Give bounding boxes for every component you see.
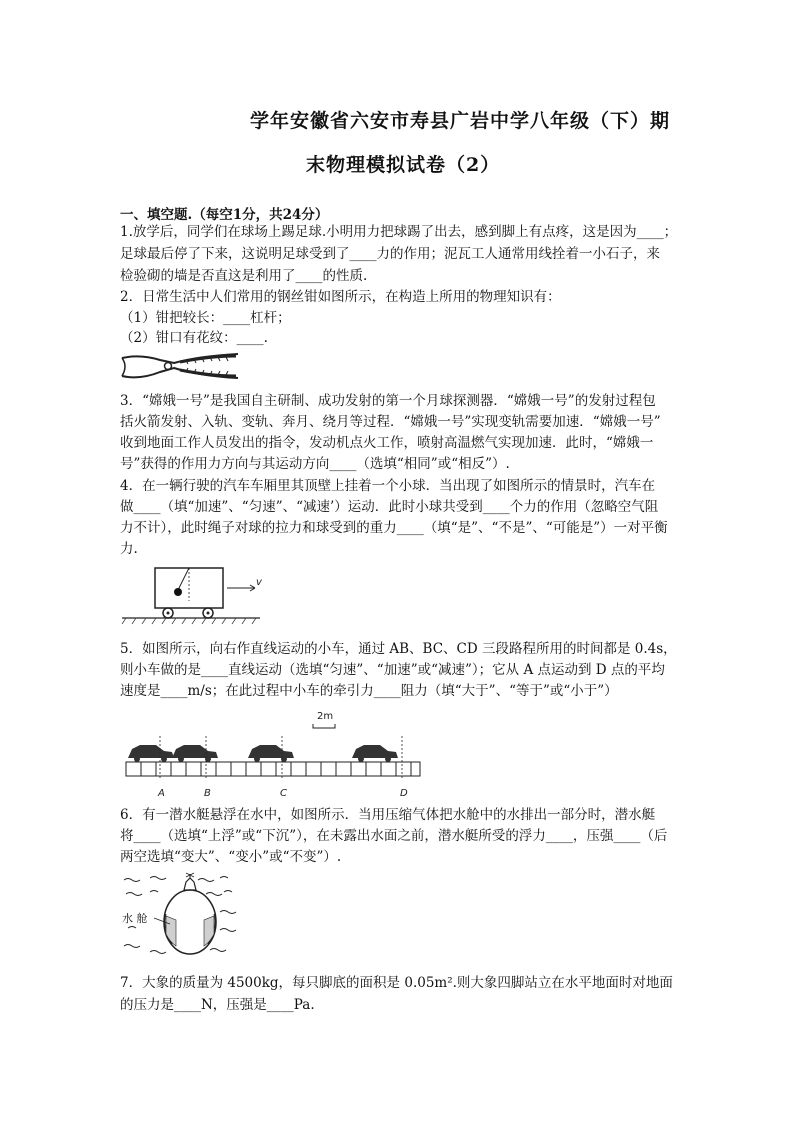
title-line-1: 学年安徽省六安市寿县广岩中学八年级（下）期 [250, 110, 671, 132]
q7-line-2: 的压力是____N，压强是____Pa. [120, 997, 315, 1013]
q1-line-1: 1.放学后，同学们在球场上踢足球.小明用力把球踢了出去，感到脚上有点疼，这是因为____； [120, 224, 678, 240]
q3-line-3: 收到地面工作人员发出的指令，发动机点火工作，喷射高温燃气实现加速．此时，“嫦娥一 [120, 435, 654, 451]
q5-line-1: 5．如图所示，向右作直线运动的小车，通过 AB、BC、CD 三段路程所用的时间都是 0.4s， [120, 641, 677, 657]
q5-line-2: 则小车做的是____直线运动（选填“匀速”、“加速”或“减速”）；它从 A 点运动到 D 点的平均 [120, 662, 665, 678]
q2-line-1: 2．日常生活中人们常用的钢丝钳如图所示，在构造上所用的物理知识有： [120, 289, 561, 305]
velocity-label: v [256, 577, 262, 588]
q4-line-4: 力. [120, 541, 138, 557]
q2-line-3: （2）钳口有花纹：____. [120, 330, 268, 346]
q3-line-2: 括火箭发射、入轨、变轨、奔月、绕月等过程．“嫦娥一号”实现变轨需要加速．“嫦娥一号” [120, 414, 661, 430]
tank-label: 水 舱 [122, 912, 148, 925]
q7-line-1: 7．大象的质量为 4500kg，每只脚底的面积是 0.05m².则大象四脚站立在水平地面时对地面 [120, 975, 673, 991]
q4-line-2: 做____（填“加速”、“匀速”、“减速’）运动．此时小球共受到____个力的作用（忽略空气阻 [120, 499, 659, 515]
point-d: D [400, 788, 408, 799]
q5-line-3: 速度是____m/s；在此过程中小车的牵引力____阻力（填“大于”、“等于”或“小于”） [120, 683, 618, 699]
q4-line-3: 力不计），此时绳子对球的拉力和球受到的重力____（填“是”、“不是”、“可能是”）一对平衡 [120, 520, 668, 536]
q2-line-2: （1）钳把较长：____杠杆； [120, 310, 291, 326]
point-c: C [280, 788, 287, 799]
q6-line-1: 6．有一潜水艇悬浮在水中，如图所示．当用压缩气体把水舱中的水排出一部分时，潜水艇 [120, 807, 656, 823]
pliers-figure [120, 350, 242, 382]
q1-line-2: 足球最后停了下来，这说明足球受到了____力的作用；泥瓦工人通常用线拴着一小石子，来 [120, 246, 660, 262]
scale-label: 2m [317, 711, 334, 722]
q6-line-2: 将____（选填“上浮”或“下沉”），在未露出水面之前，潜水艇所受的浮力____，压强____（后 [120, 828, 668, 844]
q3-line-4: 号”获得的作用力方向与其运动方向____（选填“相同”或“相反”）. [120, 456, 510, 472]
truck-figure [120, 565, 270, 627]
q4-line-1: 4．在一辆行驶的汽车车厢里其顶壁上挂着一个小球．当出现了如图所示的情景时，汽车在 [120, 478, 656, 494]
point-b: B [204, 788, 211, 799]
q3-line-1: 3．“嫦娥一号”是我国自主研制、成功发射的第一个月球探测器．“嫦娥一号”的发射过程包 [120, 393, 656, 409]
section-header: 一、填空题.（每空1分，共24分） [120, 207, 329, 223]
submarine-figure [120, 872, 242, 962]
q6-line-3: 两空选填“变大”、“变小”或“不变”）. [120, 849, 342, 865]
track-figure [120, 706, 422, 802]
q1-line-3: 检验砌的墙是否直这是利用了____的性质. [120, 268, 368, 284]
title-line-2: 末物理模拟试卷（2） [306, 154, 501, 176]
point-a: A [158, 788, 165, 799]
